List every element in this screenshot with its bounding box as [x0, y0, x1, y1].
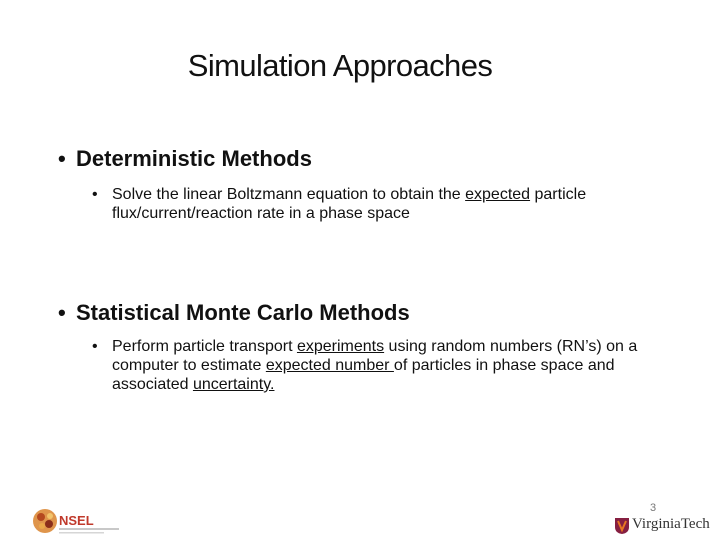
page-number: 3	[650, 502, 657, 514]
bullet-dot: •	[58, 146, 66, 171]
bullet-dot: •	[58, 300, 66, 325]
text-run: Solve the linear Boltzmann equation to obtain the	[112, 186, 466, 203]
underlined-text: expected number	[265, 357, 394, 374]
slide-title: Simulation Approaches	[187, 48, 493, 83]
text-run: using random numbers (RN’s) on a computer to estimate	[112, 338, 638, 374]
bullet-monte-carlo-methods	[58, 300, 410, 326]
text-run: particle flux/current/reaction rate in a phase space	[112, 186, 587, 222]
sub-bullet-dot: •	[92, 186, 98, 203]
bullet-heading: Statistical Monte Carlo Methods	[76, 300, 410, 325]
sub-bullet-monte-carlo	[92, 337, 672, 394]
sub-bullet-text	[92, 185, 672, 223]
bullet-deterministic-methods	[58, 146, 312, 172]
bullet-heading: Deterministic Methods	[76, 146, 312, 171]
sub-bullet-deterministic	[92, 185, 672, 223]
text-run: Perform particle transport	[112, 338, 297, 355]
virginia-tech-logo	[614, 515, 710, 537]
underlined-text: uncertainty.	[192, 376, 275, 393]
vt-shield-icon	[614, 517, 630, 535]
underlined-text: expected	[465, 186, 531, 203]
nsel-logo	[30, 505, 130, 537]
nsel-logo-text: NSEL	[59, 513, 94, 528]
text-run: of particles in phase space and associated	[112, 357, 615, 393]
underlined-text: experiments	[296, 338, 385, 355]
sub-bullet-dot: •	[92, 338, 98, 355]
vt-logo-text: VirginiaTech	[632, 516, 710, 532]
sub-bullet-text	[92, 337, 672, 394]
